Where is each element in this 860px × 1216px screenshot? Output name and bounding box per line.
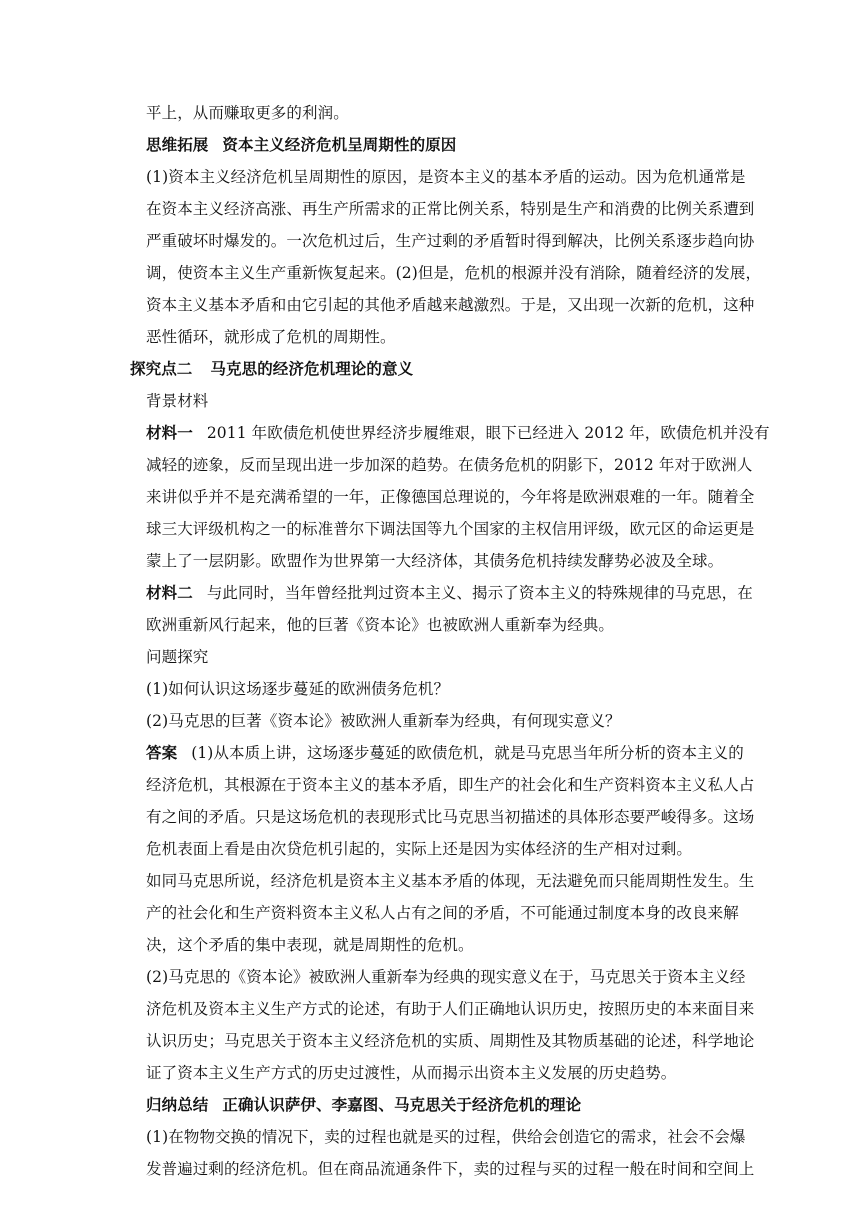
subheading-question-inquiry: 问题探究 — [146, 648, 209, 666]
text-line: 在资本主义经济高涨、再生产所需求的正常比例关系，特别是生产和消费的比例关系遭到 — [146, 200, 755, 218]
material-label: 材料二 — [146, 584, 193, 602]
text-line: 经济危机，其根源在于资本主义的基本矛盾，即生产的社会化和生产资料资本主义私人占 — [146, 776, 755, 794]
text-line: 危机表面上看是由次贷危机引起的，实际上还是因为实体经济的生产相对过剩。 — [146, 840, 693, 858]
section-heading-summary — [146, 1095, 746, 1115]
section-heading-inquiry-point-2 — [130, 359, 730, 379]
heading-label: 归纳总结 — [146, 1096, 209, 1114]
text-line: 有之间的矛盾。只是这场危机的表现形式比马克思当初描述的具体形态要严峻得多。这场 — [146, 808, 755, 826]
heading-text: 马克思的经济危机理论的意义 — [210, 360, 414, 378]
question-2: (2)马克思的巨著《资本论》被欧洲人重新奉为经典，有何现实意义？ — [146, 712, 621, 730]
text-line: 来讲似乎并不是充满希望的一年，正像德国总理说的，今年将是欧洲艰难的一年。随着全 — [146, 488, 755, 506]
text-line: 平上，从而赚取更多的利润。 — [146, 104, 349, 122]
text-line: (1)资本主义经济危机呈周期性的原因，是资本主义的基本矛盾的运动。因为危机通常是 — [146, 168, 746, 186]
text-line: 减轻的迹象，反而呈现出进一步加深的趋势。在债务危机的阴影下，2012 年对于欧洲人 — [146, 456, 753, 474]
text-line: 资本主义基本矛盾和由它引起的其他矛盾越来越激烈。于是，又出现一次新的危机，这种 — [146, 296, 755, 314]
answer-line: 答案 (1)从本质上讲，这场逐步蔓延的欧债危机，就是马克思当年所分析的资本主义的 — [146, 744, 744, 762]
heading-text: 资本主义经济危机呈周期性的原因 — [222, 136, 457, 154]
text-line: 发普遍过剩的经济危机。但在商品流通条件下，卖的过程与买的过程一般在时间和空间上 — [146, 1160, 755, 1178]
text-line: 严重破坏时爆发的。一次危机过后，生产过剩的矛盾暂时得到解决，比例关系逐步趋向协 — [146, 232, 755, 250]
text-line: 证了资本主义生产方式的历史过渡性，从而揭示出资本主义发展的历史趋势。 — [146, 1064, 677, 1082]
text-line: (2)马克思的《资本论》被欧洲人重新奉为经典的现实意义在于，马克思关于资本主义经 — [146, 968, 746, 986]
text-line: 决，这个矛盾的集中表现，就是周期性的危机。 — [146, 936, 474, 954]
text-line: 欧洲重新风行起来，他的巨著《资本论》也被欧洲人重新奉为经典。 — [146, 616, 615, 634]
heading-text: 正确认识萨伊、李嘉图、马克思关于经济危机的理论 — [222, 1096, 582, 1114]
text-line: 调，使资本主义生产重新恢复起来。(2)但是，危机的根源并没有消除，随着经济的发展， — [146, 264, 762, 282]
material-one-line: 材料一 2011 年欧债危机使世界经济步履维艰，眼下已经进入 2012 年，欧债危机并没有 — [146, 424, 770, 442]
section-heading-thinking-extension — [146, 135, 746, 155]
question-1: (1)如何认识这场逐步蔓延的欧洲债务危机？ — [146, 680, 450, 698]
text-line: 济危机及资本主义生产方式的论述，有助于人们正确地认识历史，按照历史的本来面目来 — [146, 1000, 755, 1018]
heading-label: 思维拓展 — [146, 136, 209, 154]
text-line: 认识历史；马克思关于资本主义经济危机的实质、周期性及其物质基础的论述，科学地论 — [146, 1032, 755, 1050]
text-line: 产的社会化和生产资料资本主义私人占有之间的矛盾，不可能通过制度本身的改良来解 — [146, 904, 739, 922]
text-line: (1)在物物交换的情况下，卖的过程也就是买的过程，供给会创造它的需求，社会不会爆 — [146, 1128, 746, 1146]
text-line: 如同马克思所说，经济危机是资本主义基本矛盾的体现，无法避免而只能周期性发生。生 — [146, 872, 755, 890]
text-line: 球三大评级机构之一的标准普尔下调法国等九个国家的主权信用评级，欧元区的命运更是 — [146, 520, 755, 538]
material-two-line: 材料二 与此同时，当年曾经批判过资本主义、揭示了资本主义的特殊规律的马克思，在 — [146, 584, 753, 602]
heading-label: 探究点二 — [130, 360, 193, 378]
material-label: 材料一 — [146, 424, 193, 442]
text-line: 蒙上了一层阴影。欧盟作为世界第一大经济体，其债务危机持续发酵势必波及全球。 — [146, 552, 724, 570]
answer-label: 答案 — [146, 744, 178, 762]
text-line: 恶性循环，就形成了危机的周期性。 — [146, 328, 396, 346]
subheading-background-material: 背景材料 — [146, 392, 209, 410]
